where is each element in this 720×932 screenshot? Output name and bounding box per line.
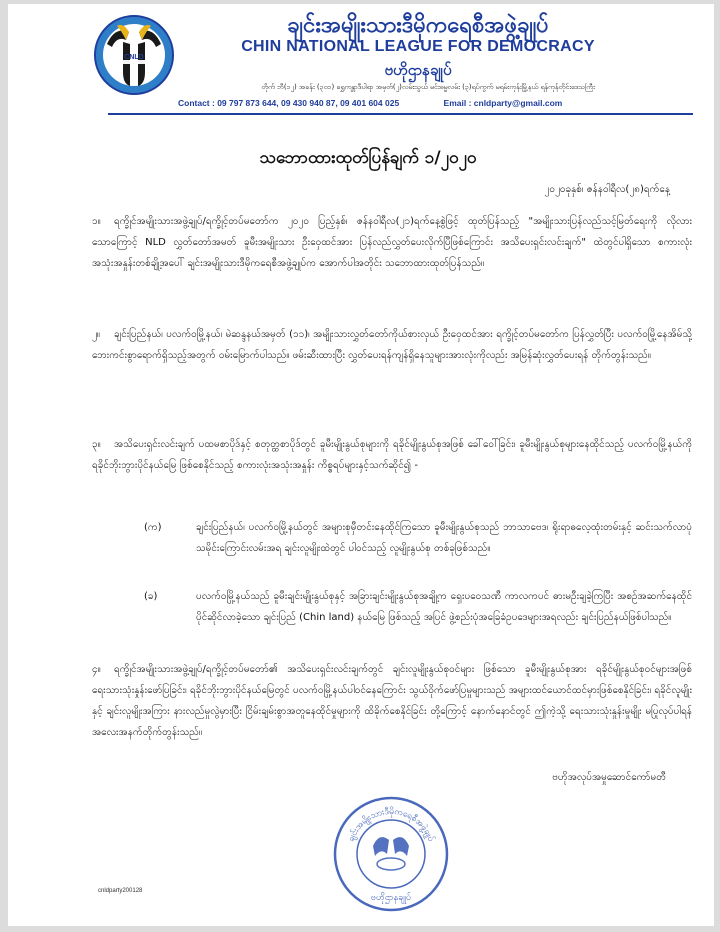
svg-text:ချင်းအမျိုးသားဒီမိုကရေစီအဖွဲ့ခ xyxy=(346,806,437,843)
seal-text-bottom: ဗဟိုဌာနချုပ် xyxy=(370,893,412,903)
paragraph-text: အသိပေးရှင်းလင်းချက် ပထမစာပိုဒ်နှင့် စတုတ္ထစာပိုဒ်တွင် ခူမီးမျိုးနွယ်စုများကို ရခိုင်မျိုးနွယ်စုအဖြစ် ခေါ်ဝေါ်ခြင်း၊ ခူမီးမျိုးနွယ်စုများနေထိုင်သည့် ပလက်ဝမြို့နယ်ကို ရခိုင်ဘိုးဘွားပိုင်နယ်မြေ ဖြစ်စေနိုင်သည့် စကားလုံးအသုံးအနှုန်း ကိစ္စရပ်များနှင့်သက်ဆိုင်၍ - xyxy=(92,439,692,471)
org-name-english: CHIN NATIONAL LEAGUE FOR DEMOCRACY xyxy=(241,38,595,55)
letter-page xyxy=(8,4,714,926)
phone-numbers: Contact : 09 797 873 644, 09 430 940 87, 09 401 604 025 xyxy=(178,98,400,108)
seal-text-top: ချင်းအမျိုးသားဒီမိုကရေစီအဖွဲ့ချုပ် xyxy=(346,806,436,844)
headquarters-label: ဗဟိုဌာနချုပ် xyxy=(384,61,452,79)
paragraph-text: ချင်းပြည်နယ်၊ ပလက်ဝမြို့နယ်၊ မဲဆန္ဒနယ်အမှတ် (၁၁)၊ အမျိုးသားလွှတ်တော်ကိုယ်စားလှယ် ဦးဝှေထင်အား ရက္ခိုင့်တပ်မတော်က ပြန်လွှတ်ပြီး ပလက်ဝမြို့နေအိမ်သို့ ဘေးကင်းစွာရောက်ရှိသည့်အတွက် ဝမ်းမြောက်ပါသည်။ ဖမ်းဆီးထားပြီး လွှတ်ပေးရန်ကျန်ရှိနေသူများအားလုံးကိုလည်း အမြန်ဆုံးလွှတ်ပေးရန် တိုက်တွန်းသည်။ xyxy=(92,329,692,361)
address-line: တိုက် ဘီ(၁၂) အခန်း (၃၀၁) ရွှေကန္တာဒီပါရာ အမှတ်(၂)လမ်းသွယ် မင်းဓမ္မလမ်း (၃)ရပ်ကွက် မရမ်းကုန်းမြို့နယ် ရန်ကုန်တိုင်းဒေသကြီး xyxy=(261,83,595,91)
subpoint-text: ချင်းပြည်နယ်၊ ပလက်ဝမြို့နယ်တွင် အများစုမှီတင်းနေထိုင်ကြသော ခူမီးမျိုးနွယ်စုသည် ဘာသာဗေဒ၊ ရိုးရာဓလေ့ထုံးတမ်းနှင့် ဆင်းသက်လာပုံသမိုင်းကြောင်းလမ်းအရ ချင်းလူမျိုးထဲတွင် ပါဝင်သည့် လူမျိုးနွယ်စု တစ်ခုဖြစ်သည်။ xyxy=(196,522,692,554)
paragraph-number: ၂။ xyxy=(92,329,100,340)
paragraph-1 xyxy=(92,211,692,274)
paragraph-number: ၃။ xyxy=(92,439,101,450)
paragraph-text: ရက္ခိုင်အမျိုးသားအဖွဲ့ချုပ်/ရက္ခိုင့်တပ်မတော်က ၂၀၂၀ ပြည့်နှစ်၊ ဇန်နဝါရီလ(၂၁)ရက်နေ့စွဲဖြင့် ထုတ်ပြန်သည့် "အမျိုးသားပြန်လည်သင့်မြတ်ရေးကို လိုလားသောကြောင့် NLD လွှတ်တော်အမတ် ခူမီးအမျိုးသား ဦးဝှေထင်အား ပြန်လည်လွှတ်ပေးလိုက်ပြီဖြစ်ကြောင်း အသိပေးရှင်းလင်းချက်" ထဲတွင်ပါရှိသော စကားလုံး အသုံးအနှုန်းတစ်ချို့အပေါ် ချင်းအမျိုးသားဒီမိုကရေစီအဖွဲ့ချုပ်က အောက်ပါအတိုင်း သဘောထားထုတ်ပြန်သည်။ xyxy=(92,216,692,269)
contact-line xyxy=(178,98,678,108)
org-name-burmese: ချင်းအမျိုးသားဒီမိုကရေစီအဖွဲ့ချုပ် xyxy=(287,13,549,38)
subpoint-kha xyxy=(144,586,692,628)
subpoint-marker: (က) xyxy=(144,522,162,533)
paragraph-text: ရက္ခိုင်အမျိုးသားအဖွဲ့ချုပ်/ရက္ခိုင့်တပ်မတော်၏ အသိပေးရှင်းလင်းချက်တွင် ချင်းလူမျိုးနွယ်စုဝင်များ ဖြစ်သော ခူမီးမျိုးနွယ်စုအား ရခိုင်မျိုးနွယ်စုဝင်များအဖြစ် ရေးသားသုံးနှုန်းဖော်ပြခြင်း၊ ရခိုင်ဘိုးဘွားပိုင်နယ်မြေတွင် ပလက်ဝမြို့နယ်ပါဝင်နေကြောင်း သွယ်ဝိုက်ဖော်ပြမှုများသည် အများထင်ယောင်ထင်မှားဖြစ်စေနိုင်ခြင်း၊ ရခိုင်လူမျိုးနှင့် ချင်းလူမျိုးအကြား နားလည်မှုလွဲမှားပြီး ငြိမ်းချမ်းစွာအတူနေထိုင်မှုများကို ထိခိုက်စေနိုင်ခြင်း တို့ကြောင့် နောက်နောင်တွင် ဤကဲ့သို့ ရေးသားသုံးနှုန်းမှုမျိုး မပြုလုပ်ပါရန် အလေးအနက်တိုက်တွန်းသည်။ xyxy=(92,664,692,738)
logo-label: CNLD xyxy=(124,54,144,61)
subpoint-marker: (ခ) xyxy=(144,591,158,602)
paragraph-number: ၄။ xyxy=(92,664,101,675)
paragraph-3 xyxy=(92,434,692,476)
document-reference-id: cnldparty200128 xyxy=(98,888,143,894)
subpoint-ka xyxy=(144,517,692,559)
signatory: ဗဟိုအလုပ်အမှုဆောင်ကော်မတီ xyxy=(552,772,666,783)
official-seal-stamp-icon xyxy=(331,794,451,914)
email-address: Email : cnldparty@gmail.com xyxy=(443,98,563,108)
subpoint-text: ပလက်ဝမြို့နယ်သည် ခူမီးချင်းမျိုးနွယ်စုနှင့် အခြားချင်းမျိုးနွယ်စုအချို့က ရှေးပဝေသဏီ ကာလကပင် ဓားမဦးချခဲ့ကြပြီး အစဉ်အဆက်နေထိုင်ပိုင်ဆိုင်လာခဲ့သော ချင်းပြည် (Chin land) နယ်မြေ ဖြစ်သည့် အပြင် ဖွဲ့စည်းပုံအခြေခံဥပဒေများအရလည်း ချင်းပြည်နယ်ဖြစ်ပါသည်။ xyxy=(196,591,692,623)
cnld-hornbill-logo-icon xyxy=(93,14,175,96)
paragraph-2 xyxy=(92,324,692,366)
statement-title: သဘောထားထုတ်ပြန်ချက် ၁/၂၀၂၀ xyxy=(259,148,477,168)
paragraph-4 xyxy=(92,659,692,743)
header-divider xyxy=(108,113,693,115)
paragraph-number: ၁။ xyxy=(92,216,101,227)
statement-date: ၂၀၂၀ခုနှစ်၊ ဇန်နဝါရီလ(၂၈)ရက်နေ့ xyxy=(544,184,670,195)
